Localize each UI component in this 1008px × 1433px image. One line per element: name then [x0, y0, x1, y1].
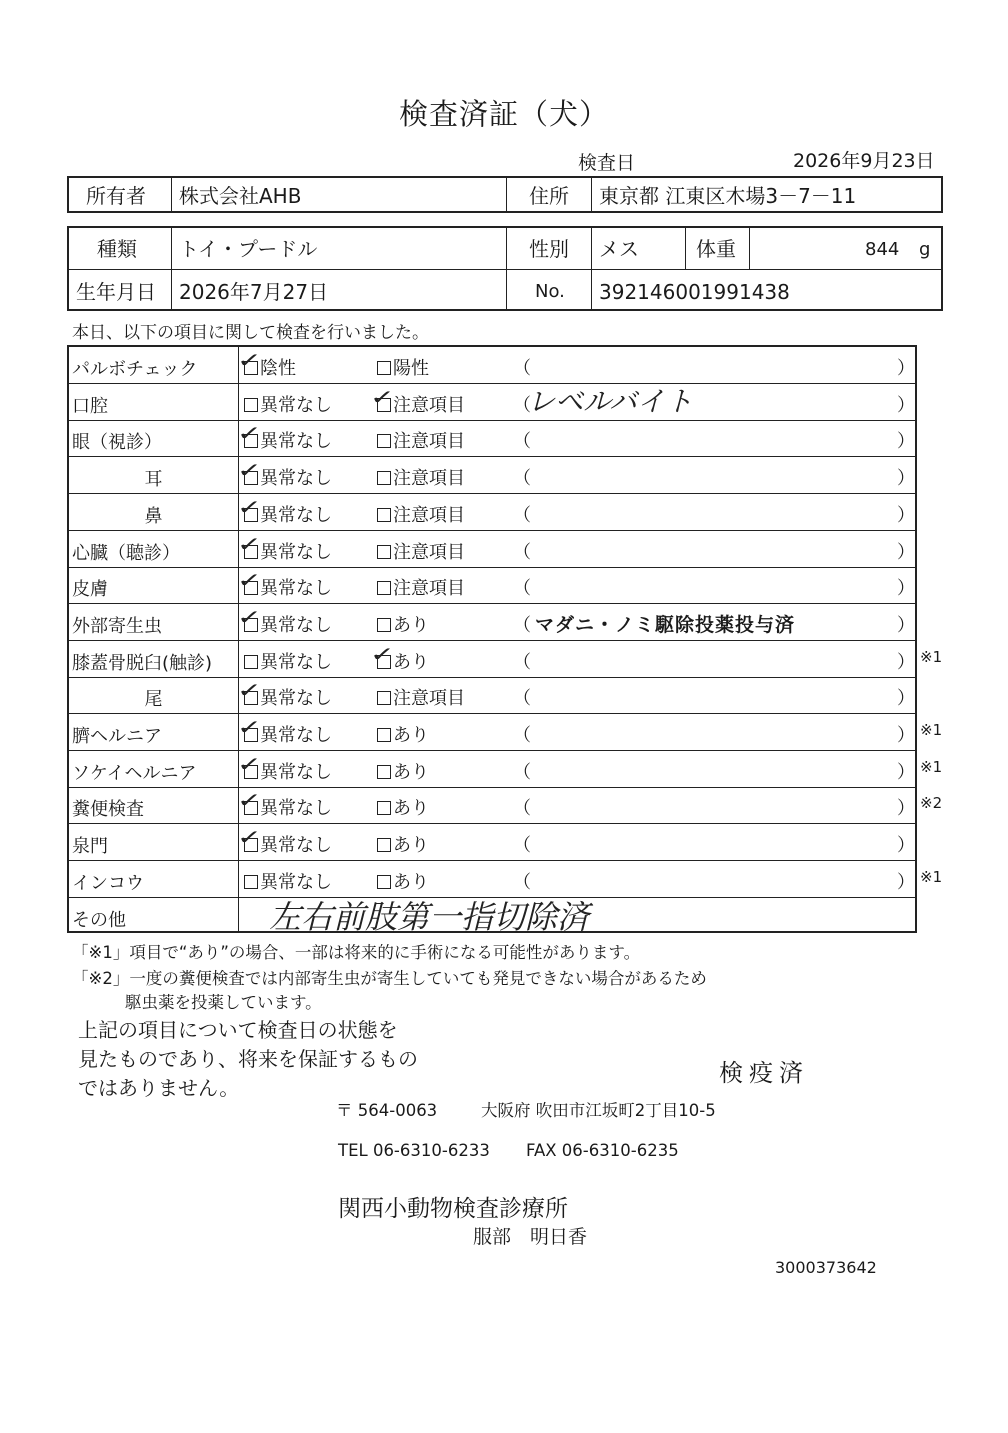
weight-value: 844 [865, 239, 900, 260]
weight-unit: g [919, 239, 931, 260]
checkbox[interactable] [377, 471, 391, 485]
option-abnormal: 注意項目 [377, 574, 465, 600]
checkbox[interactable] [236, 788, 262, 815]
inspection-row: 皮膚 ✓ 異常なし 注意項目 （ ） [69, 567, 915, 604]
option-abnormal: あり [377, 831, 429, 857]
option-normal: ✓ 異常なし [236, 604, 332, 636]
item-label: 口腔 [72, 395, 108, 417]
checkbox[interactable] [236, 568, 262, 595]
clinic-postal: 〒 564-0063 [336, 1101, 438, 1120]
checkbox[interactable] [377, 434, 391, 448]
clinic-tel: TEL 06-6310-6233 [338, 1141, 490, 1160]
check-mark-icon: ✓ [236, 568, 262, 593]
item-label: パルボチェック [72, 359, 198, 380]
inspection-row: 耳 ✓ 異常なし 注意項目 （ ） [69, 457, 915, 494]
item-label: 泉門 [72, 836, 108, 858]
checkbox[interactable] [244, 875, 258, 889]
checkbox[interactable] [236, 604, 262, 632]
option-abnormal: あり [377, 721, 429, 747]
item-label: 膝蓋骨脱臼(触診) [72, 652, 213, 674]
option-abnormal: ✓ 注意項目 [369, 384, 465, 416]
option-normal: 異常なし [244, 391, 332, 417]
option-abnormal: あり [377, 794, 429, 820]
inspection-row: ソケイヘルニア ✓ 異常なし あり （ ） [69, 751, 915, 788]
clinic-address: 大阪府 吹田市江坂町2丁目10-5 [481, 1101, 716, 1120]
item-label: 臍ヘルニア [72, 726, 162, 747]
option-abnormal: あり [377, 758, 429, 784]
checkbox[interactable] [236, 348, 262, 375]
inspection-row: 外部寄生虫 ✓ 異常なし あり （ ） マダニ・ノミ駆除投薬投与済 [69, 604, 915, 641]
footnote-mark: ※1 [920, 867, 943, 886]
option-normal: ✓ 異常なし [236, 421, 332, 453]
check-mark-icon: ✓ [236, 825, 262, 850]
checkbox[interactable] [377, 691, 391, 705]
option-normal: ✓ 異常なし [236, 568, 332, 600]
checkbox[interactable] [236, 531, 262, 559]
clinic-fax: FAX 06-6310-6235 [526, 1141, 679, 1160]
check-mark-icon: ✓ [236, 788, 262, 813]
check-mark-icon: ✓ [236, 751, 262, 776]
checkbox[interactable] [377, 618, 391, 632]
birth-value: 2026年7月27日 [179, 280, 329, 304]
inspection-row: パルボチェック ✓ 陰性 陽性 （ ） [69, 347, 915, 384]
option-abnormal: 注意項目 [377, 538, 465, 564]
check-mark-icon: ✓ [236, 421, 262, 446]
birth-label: 生年月日 [76, 280, 156, 304]
item-label: 眼（視診） [72, 432, 162, 454]
inspection-table [67, 345, 917, 936]
item-label: 鼻 [144, 505, 163, 527]
option-normal: ✓ 陰性 [236, 348, 296, 379]
checkbox[interactable] [236, 421, 262, 448]
check-mark-icon: ✓ [236, 604, 262, 629]
checkbox[interactable] [244, 655, 258, 669]
checkbox[interactable] [236, 751, 262, 779]
clinic-name: 関西小動物検査診療所 [338, 1196, 568, 1222]
checkbox[interactable] [377, 361, 391, 375]
inspection-row: 糞便検査 ✓ 異常なし あり （ ） [69, 787, 915, 824]
owner-label: 所有者 [86, 184, 146, 208]
intro-text: 本日、以下の項目に関して検査を行いました。 [72, 323, 429, 343]
item-label: ソケイヘルニア [72, 762, 197, 784]
quarantine-stamp: 検疫済 [719, 1059, 809, 1087]
pet-box [67, 226, 943, 311]
inspection-row: 泉門 ✓ 異常なし あり （ ） [69, 824, 915, 861]
inspection-row-other [69, 897, 915, 936]
checkbox[interactable] [369, 641, 395, 669]
footnote-mark: ※1 [920, 757, 943, 776]
check-mark-icon: ✓ [369, 384, 395, 409]
item-label: 外部寄生虫 [72, 615, 162, 637]
checkbox[interactable] [369, 384, 395, 412]
owner-value: 株式会社AHB [179, 184, 302, 208]
option-normal: ✓ 異常なし [236, 751, 332, 783]
sex-value: メス [599, 237, 639, 261]
breed-label: 種類 [97, 237, 137, 261]
inspection-row: 尾 ✓ 異常なし 注意項目 （ ） [69, 677, 915, 714]
address-label: 住所 [529, 184, 569, 208]
option-normal: ✓ 異常なし [236, 788, 332, 820]
option-abnormal: 注意項目 [377, 464, 465, 490]
weight-label: 体重 [696, 237, 736, 261]
check-mark-icon: ✓ [236, 348, 262, 372]
inspection-date-label: 検査日 [578, 152, 636, 174]
inspection-row: 眼（視診） ✓ 異常なし 注意項目 （ ） [69, 420, 915, 457]
check-mark-icon: ✓ [236, 494, 262, 519]
vet-name: 服部 明日香 [473, 1226, 588, 1248]
checkbox[interactable] [377, 545, 391, 559]
option-normal: ✓ 異常なし [236, 715, 332, 746]
breed-value: トイ・プードル [179, 237, 318, 261]
check-mark-icon: ✓ [236, 458, 262, 483]
item-label: その他 [72, 909, 126, 931]
inspection-row: インコウ 異常なし あり （ ） [69, 861, 915, 898]
address-value: 東京都 江東区木場3－7－11 [599, 184, 857, 208]
option-abnormal: 注意項目 [377, 684, 465, 710]
option-abnormal: 注意項目 [377, 501, 465, 527]
footnote-1: 「※1」項目で“あり”の場合、一部は将来的に手術になる可能性があります。 [72, 943, 641, 962]
inspection-row: 心臓（聴診） ✓ 異常なし 注意項目 （ ） [69, 531, 915, 568]
item-label: インコウ [72, 872, 144, 894]
footnote-2-cont: 駆虫薬を投薬しています。 [125, 993, 322, 1012]
item-label: 耳 [144, 469, 163, 491]
inspection-row: 膝蓋骨脱臼(触診) 異常なし ✓ あり （ ） [69, 641, 915, 678]
item-label: 糞便検査 [72, 799, 144, 821]
option-normal: ✓ 異常なし [236, 494, 332, 526]
option-normal: 異常なし [244, 868, 332, 894]
document-title: 検査済証（犬） [398, 97, 609, 131]
option-abnormal: あり [377, 611, 429, 637]
handwritten-note: レベルバイト [527, 384, 694, 418]
checkbox[interactable] [236, 494, 262, 522]
checkbox[interactable] [377, 728, 391, 742]
sex-label: 性別 [529, 237, 569, 261]
footnote-2: 「※2」一度の糞便検査では内部寄生虫が寄生していても発見できない場合があるため [72, 969, 707, 988]
checkbox[interactable] [236, 715, 262, 742]
inspection-row: 鼻 ✓ 異常なし 注意項目 （ ） [69, 494, 915, 531]
checkbox[interactable] [377, 581, 391, 595]
footnote-mark: ※1 [920, 647, 943, 666]
checkbox[interactable] [377, 508, 391, 522]
option-normal: ✓ 異常なし [236, 678, 332, 710]
checkbox[interactable] [236, 678, 262, 705]
owner-box [67, 176, 943, 213]
footnote-mark: ※2 [920, 794, 943, 813]
checkbox[interactable] [377, 838, 391, 852]
check-mark-icon: ✓ [369, 641, 395, 666]
serial-number: 3000373642 [775, 1258, 877, 1277]
checkbox[interactable] [377, 875, 391, 889]
option-abnormal: 陽性 [377, 354, 429, 380]
check-mark-icon: ✓ [236, 715, 262, 739]
certification-text: 上記の項目について検査日の状態を 見たものであり、将来を保証するもの ではありません。 [78, 1018, 418, 1100]
check-mark-icon: ✓ [236, 531, 262, 556]
checkbox[interactable] [377, 765, 391, 779]
checkbox[interactable] [377, 801, 391, 815]
option-abnormal: ✓ あり [369, 641, 429, 673]
item-label: 心臓（聴診） [72, 542, 180, 564]
inspection-date: 2026年9月23日 [793, 150, 935, 172]
option-normal: ✓ 異常なし [236, 531, 332, 563]
checkbox[interactable] [236, 825, 262, 852]
option-normal: ✓ 異常なし [236, 458, 332, 490]
handwritten-other-note: 左右前肢第一指切除済 [269, 897, 590, 936]
inspection-row: 口腔 異常なし ✓ 注意項目 （ ） レベルバイト [69, 384, 915, 421]
item-label: 尾 [144, 689, 163, 711]
option-abnormal: 注意項目 [377, 427, 465, 453]
inspection-row: 臍ヘルニア ✓ 異常なし あり （ ） [69, 714, 915, 751]
option-abnormal: あり [377, 868, 429, 894]
no-label: No. [535, 281, 565, 302]
checkbox[interactable] [236, 458, 262, 485]
item-label: 皮膚 [72, 579, 108, 601]
option-normal: ✓ 異常なし [236, 825, 332, 857]
checkbox[interactable] [244, 398, 258, 412]
footnote-mark: ※1 [920, 721, 943, 739]
item-note: マダニ・ノミ駆除投薬投与済 [535, 613, 796, 636]
check-mark-icon: ✓ [236, 678, 262, 703]
option-normal: 異常なし [244, 648, 332, 674]
no-value: 392146001991438 [599, 280, 790, 304]
